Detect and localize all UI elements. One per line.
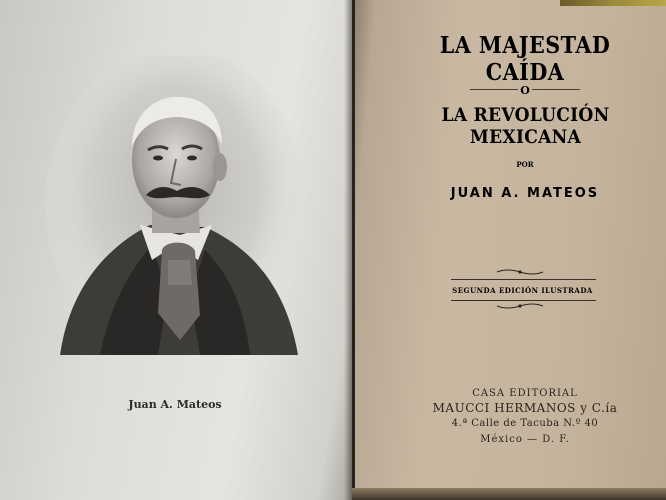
background-cloth-edge [560, 0, 666, 6]
author-name: JUAN A. MATEOS [450, 186, 600, 201]
publisher-label: CASA EDITORIAL [472, 388, 578, 399]
edition-rule-top [451, 279, 596, 280]
author-portrait-engraving [40, 55, 310, 365]
publisher-name: MAUCCI HERMANOS y C.ía [432, 401, 618, 415]
by-label: POR [516, 160, 534, 169]
title-conjunction: O [520, 84, 530, 97]
edition-label: SEGUNDA EDICIÓN ILUSTRADA [452, 286, 593, 295]
ornament-bottom-icon [495, 302, 545, 310]
edition-rule-bottom [451, 300, 596, 301]
book-bottom-edge [352, 488, 666, 500]
publisher-city: México — D. F. [480, 434, 570, 445]
book-subtitle: LA REVOLUCIÓN MEXICANA [441, 104, 610, 148]
book-title: LA MAJESTAD CAÍDA [439, 32, 611, 86]
divider-rule-right [532, 89, 580, 90]
ornament-top-icon [495, 268, 545, 276]
portrait-caption: Juan A. Mateos [128, 398, 222, 411]
publisher-address: 4.ª Calle de Tacuba N.º 40 [451, 418, 599, 429]
